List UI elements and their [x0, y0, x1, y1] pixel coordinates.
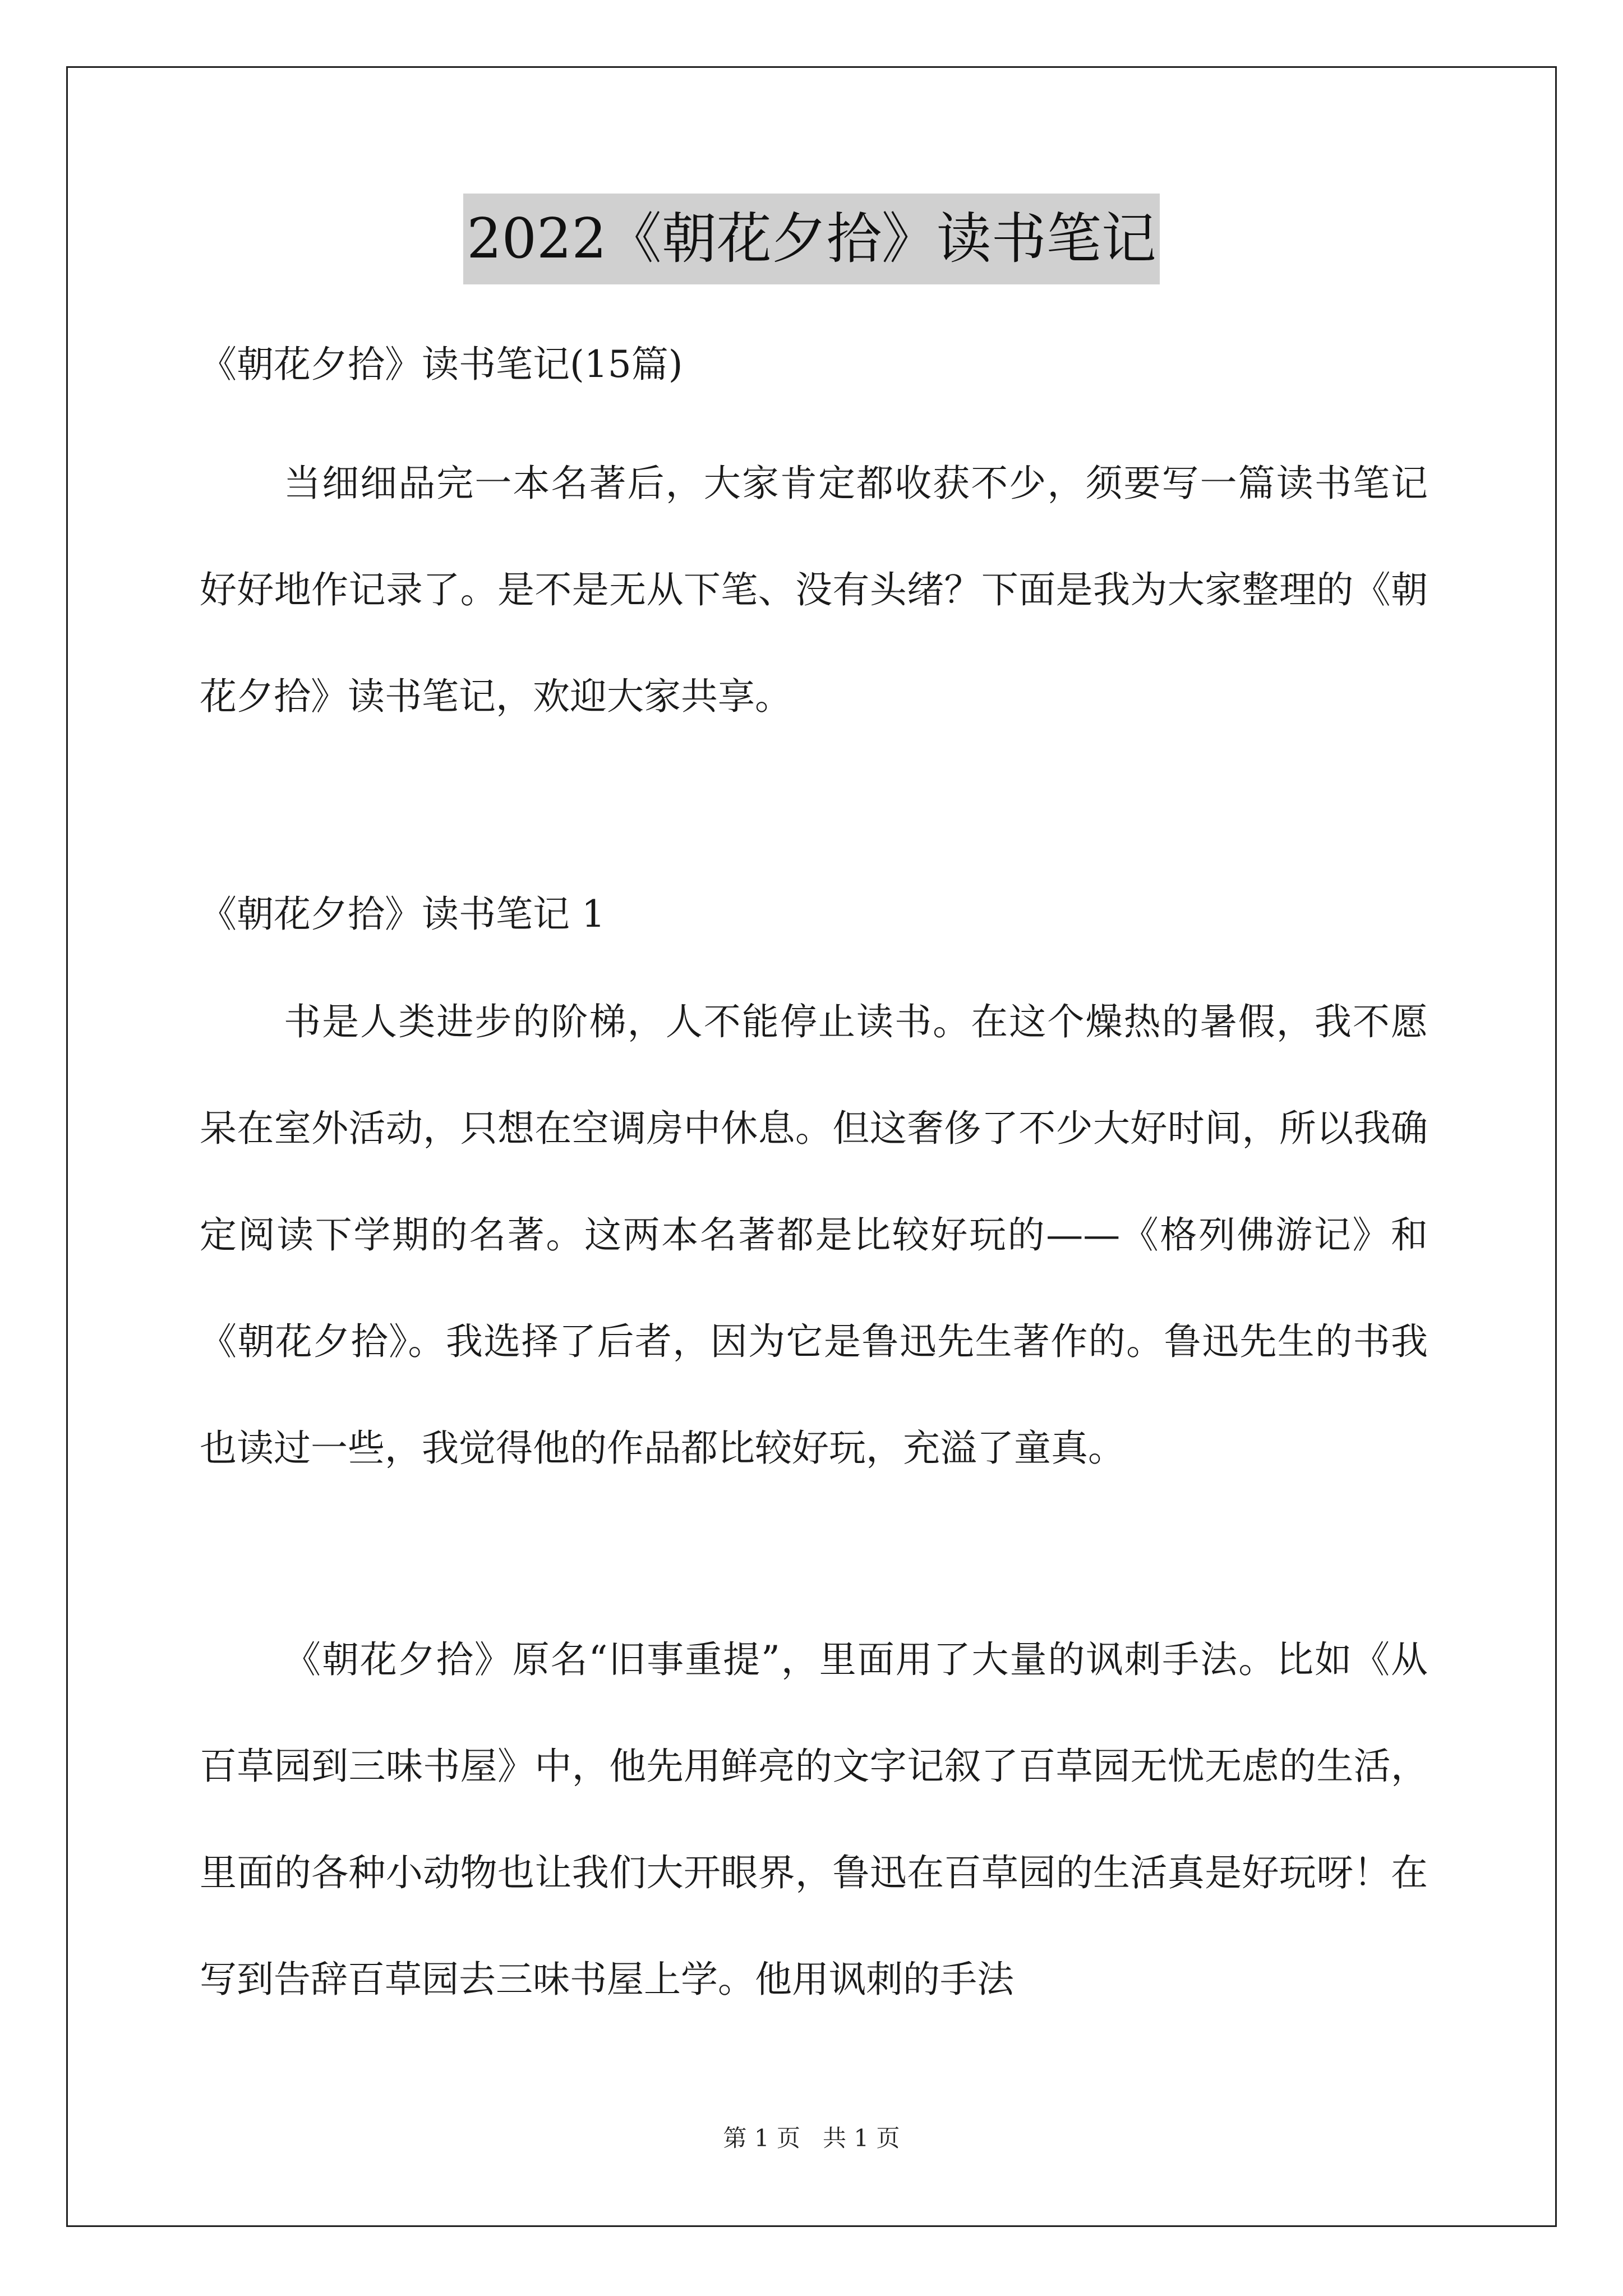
section-heading: 《朝花夕拾》读书笔记 1 [200, 892, 605, 936]
body-paragraph-1: 书是人类进步的阶梯，人不能停止读书。在这个燥热的暑假，我不愿呆在室外活动，只想在空调房中休息。但这奢侈了不少大好时间，所以我确定阅读下学期的名著。这两本名著都是比较好玩的——《格列佛游记》和《朝花夕拾》。我选择了后者，因为它是鲁迅先生著作的。鲁迅先生的书我也读过一些，我觉得他的作品都比较好玩，充溢了童真。 [200, 1000, 1428, 1470]
page-number: 第 1 页 [723, 2124, 800, 2152]
intro-paragraph: 当细细品完一本名著后，大家肯定都收获不少，须要写一篇读书笔记好好地作记录了。是不是无从下笔、没有头绪？下面是我为大家整理的《朝花夕拾》读书笔记，欢迎大家共享。 [200, 462, 1428, 718]
document-title: 2022《朝花夕拾》读书笔记 [463, 194, 1159, 284]
title-container [0, 194, 1623, 284]
document-subtitle: 《朝花夕拾》读书笔记(15篇) [200, 343, 683, 386]
body-paragraph-2: 《朝花夕拾》原名“旧事重提”，里面用了大量的讽刺手法。比如《从百草园到三味书屋》中，他先用鲜亮的文字记叙了百草园无忧无虑的生活，里面的各种小动物也让我们大开眼界，鲁迅在百草园的生活真是好玩呀！在写到告辞百草园去三味书屋上学。他用讽刺的手法 [200, 1638, 1428, 2001]
page-footer [0, 2122, 1623, 2155]
page-total: 共 1 页 [823, 2124, 900, 2152]
